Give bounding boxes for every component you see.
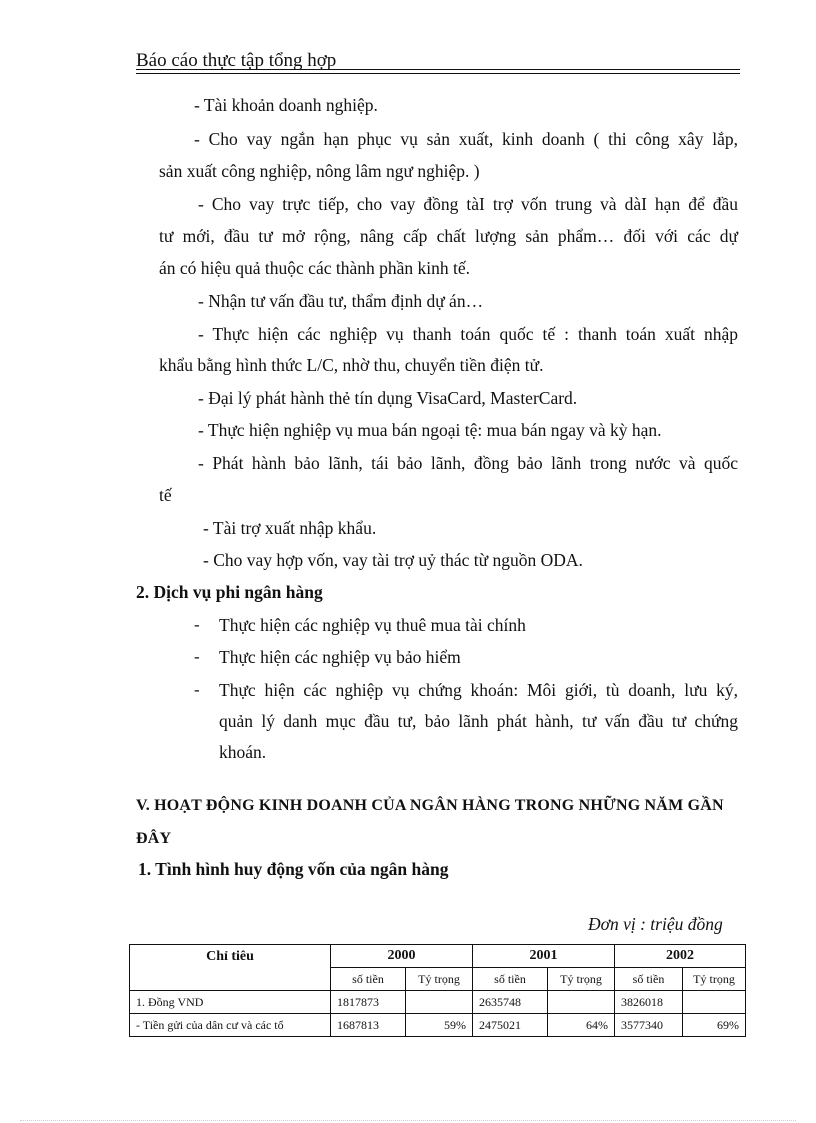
- paragraph-line: tư mới, đầu tư mở rộng, nâng cấp chất lượng sản phẩm… đối với các dự: [159, 226, 738, 246]
- paragraph-line: - Thực hiện nghiệp vụ mua bán ngoại tệ: mua bán ngay và kỳ hạn.: [198, 420, 662, 440]
- sub-header-ratio: Tỷ trọng: [548, 968, 615, 991]
- sub-header-ratio: Tỷ trọng: [406, 968, 473, 991]
- year-header: 2002: [615, 945, 746, 968]
- sub-header-amount: số tiền: [331, 968, 406, 991]
- cell-amount: 2475021: [473, 1014, 548, 1037]
- paragraph-line: - Cho vay trực tiếp, cho vay đồng tàI trợ vốn trung và dàI hạn để đầu: [198, 194, 738, 214]
- page-header: [136, 50, 740, 74]
- dash-bullet-icon: -: [194, 647, 200, 666]
- unit-label: Đơn vị : triệu đồng: [588, 914, 723, 934]
- heading-non-banking-services: 2. Dịch vụ phi ngân hàng: [136, 582, 323, 602]
- header-rule-double: [136, 73, 740, 74]
- cell-amount: 3826018: [615, 991, 683, 1014]
- header-rule: [136, 69, 740, 70]
- paragraph-line: án có hiệu quả thuộc các thành phần kinh tế.: [159, 258, 471, 278]
- paragraph-line: - Cho vay ngắn hạn phục vụ sản xuất, kinh doanh ( thi công xây lắp,: [194, 129, 738, 149]
- list-item: Thực hiện các nghiệp vụ chứng khoán: Môi giới, tù doanh, lưu ký,: [219, 680, 738, 700]
- header-title: Báo cáo thực tập tổng hợp: [136, 50, 337, 71]
- cell-ratio: [406, 991, 473, 1014]
- paragraph-line: - Đại lý phát hành thẻ tín dụng VisaCard, MasterCard.: [198, 388, 578, 408]
- capital-table: [129, 944, 746, 1037]
- cell-ratio: [683, 991, 746, 1014]
- sub-header-amount: số tiền: [615, 968, 683, 991]
- cell-amount: 3577340: [615, 1014, 683, 1037]
- cell-ratio: 59%: [406, 1014, 473, 1037]
- page-bottom-divider: [20, 1120, 796, 1121]
- year-header: 2001: [473, 945, 615, 968]
- paragraph-line: - Nhận tư vấn đầu tư, thẩm định dự án…: [198, 291, 484, 311]
- paragraph-line: - Tài khoản doanh nghiệp.: [194, 95, 378, 115]
- list-item-continuation: quản lý danh mục đầu tư, bảo lãnh phát hành, tư vấn đầu tư chứng: [219, 711, 738, 731]
- dash-bullet-icon: -: [194, 680, 200, 699]
- sub-header-ratio: Tỷ trọng: [683, 968, 746, 991]
- list-item-continuation: khoán.: [219, 742, 267, 762]
- row-label: 1. Đồng VND: [130, 991, 331, 1014]
- year-header: 2000: [331, 945, 473, 968]
- paragraph-line: khẩu bằng hình thức L/C, nhờ thu, chuyển tiền điện tử.: [159, 355, 544, 375]
- cell-amount: 1687813: [331, 1014, 406, 1037]
- section-heading-v: V. HOẠT ĐỘNG KINH DOANH CỦA NGÂN HÀNG TRONG NHỮNG NĂM GẦN: [136, 797, 724, 814]
- cell-amount: 2635748: [473, 991, 548, 1014]
- cell-ratio: 69%: [683, 1014, 746, 1037]
- cell-amount: 1817873: [331, 991, 406, 1014]
- paragraph-line: sản xuất công nghiệp, nông lâm ngư nghiệp. ): [159, 161, 480, 181]
- table-row: [130, 991, 746, 1014]
- paragraph-line: tế: [159, 485, 172, 505]
- list-item: Thực hiện các nghiệp vụ bảo hiểm: [219, 647, 461, 667]
- dash-bullet-icon: -: [194, 615, 200, 634]
- section-heading-v-cont: ĐÂY: [136, 830, 172, 847]
- cell-ratio: 64%: [548, 1014, 615, 1037]
- sub-header-amount: số tiền: [473, 968, 548, 991]
- row-label: - Tiền gửi của dân cư và các tổ: [130, 1014, 331, 1037]
- col-header-indicator: Chỉ tiêu: [130, 945, 331, 991]
- paragraph-line: - Thực hiện các nghiệp vụ thanh toán quốc tế : thanh toán xuất nhập: [198, 324, 738, 344]
- heading-capital-mobilization: 1. Tình hình huy động vốn của ngân hàng: [138, 859, 449, 879]
- paragraph-line: - Phát hành bảo lãnh, tái bảo lãnh, đồng bảo lãnh trong nước và quốc: [198, 453, 738, 473]
- paragraph-line: - Cho vay hợp vốn, vay tài trợ uỷ thác từ nguồn ODA.: [203, 550, 583, 570]
- table-row: [130, 1014, 746, 1037]
- list-item: Thực hiện các nghiệp vụ thuê mua tài chính: [219, 615, 526, 635]
- cell-ratio: [548, 991, 615, 1014]
- paragraph-line: - Tài trợ xuất nhập khẩu.: [203, 518, 377, 538]
